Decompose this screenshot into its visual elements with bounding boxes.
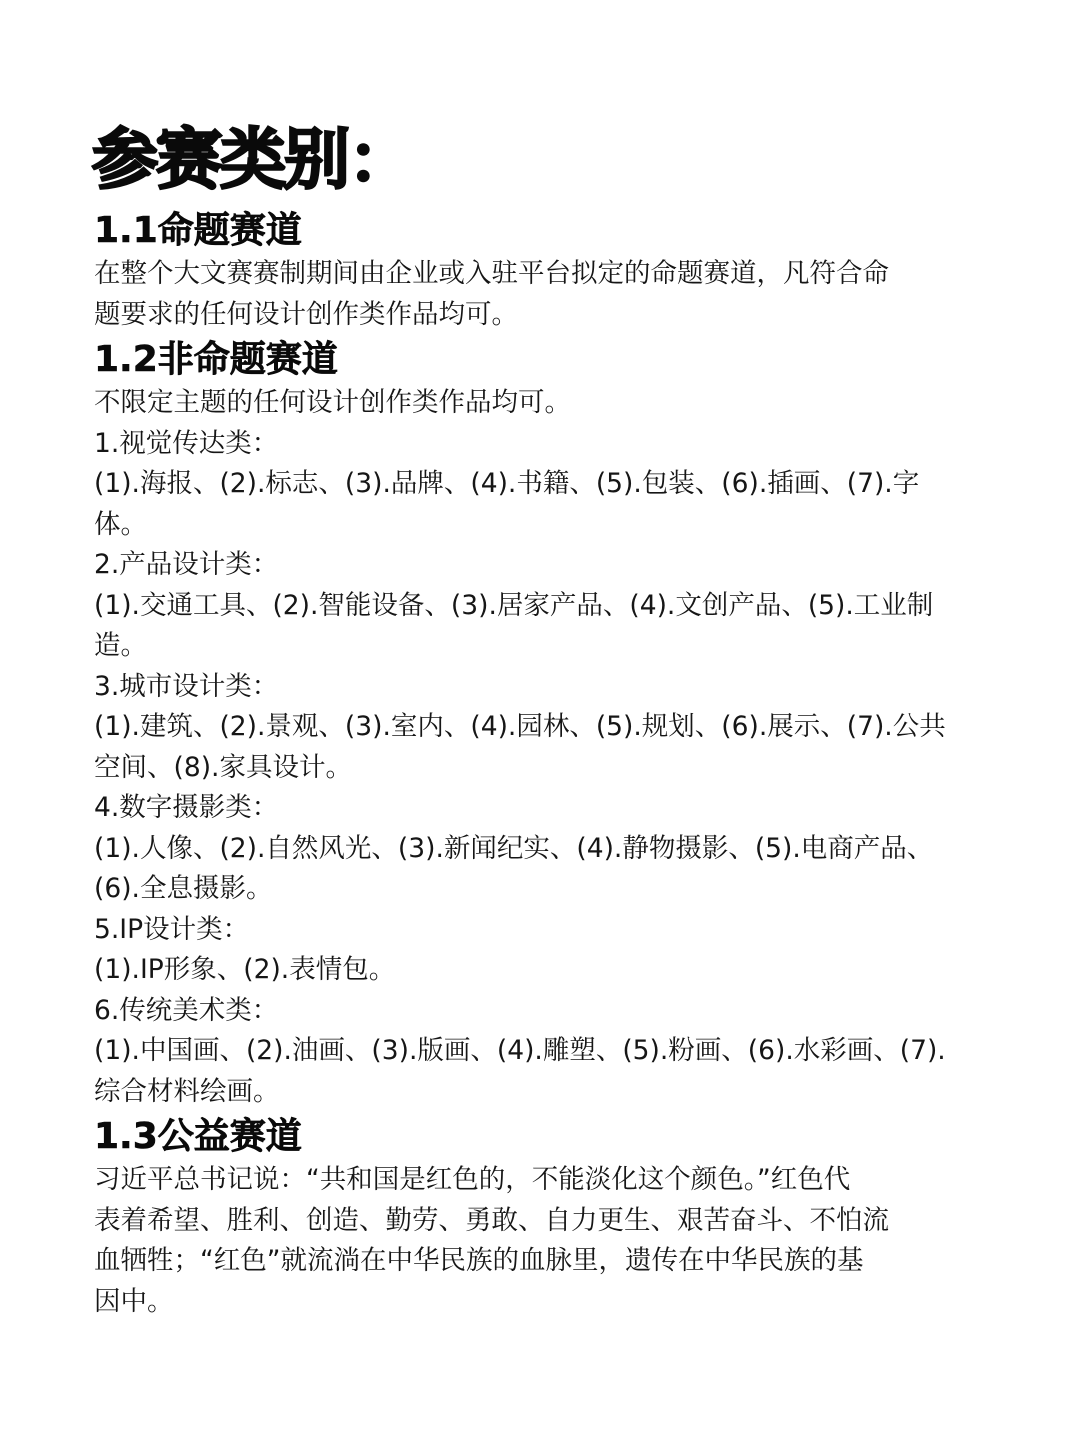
category-items: (1).中国画、(2).油画、(3).版画、(4).雕塑、(5).粉画、(6).水彩画、(7). 综合材料绘画。	[94, 1035, 946, 1107]
section-heading: 1.1命题赛道	[94, 210, 302, 251]
page-title: 参赛类别：	[92, 121, 412, 198]
category-label: 6.传统美术类：	[94, 994, 279, 1026]
document-page	[94, 118, 994, 1322]
category-label: 2.产品设计类：	[94, 549, 279, 580]
category-items: (1).建筑、(2).景观、(3).室内、(4).园林、(5).规划、(6).展示、(7).公共 空间、(8).家具设计。	[94, 711, 946, 783]
section-intro: 不限定主题的任何设计创作类作品均可。	[94, 387, 571, 418]
category-label: 5.IP设计类：	[94, 913, 250, 945]
category-items: (1).交通工具、(2).智能设备、(3).居家产品、(4).文创产品、(5).工业制 造。	[94, 589, 934, 661]
section-heading: 1.3公益赛道	[94, 1116, 302, 1157]
section-body: 在整个大文赛赛制期间由企业或入驻平台拟定的命题赛道，凡符合命 题要求的任何设计创作类作品均可。	[94, 258, 889, 330]
category-label: 3.城市设计类：	[94, 670, 279, 702]
category-items: (1).海报、(2).标志、(3).品牌、(4).书籍、(5).包装、(6).插画、(7).字 体。	[94, 468, 920, 540]
category-items: (1).IP形象、(2).表情包。	[94, 954, 396, 985]
section-non-propositional-track	[94, 337, 994, 1112]
section-heading: 1.2非命题赛道	[94, 339, 338, 380]
section-propositional-track	[94, 208, 994, 335]
section-public-welfare-track	[94, 1114, 994, 1322]
category-label: 4.数字摄影类：	[94, 792, 279, 823]
category-label: 1.视觉传达类：	[94, 427, 279, 459]
section-body: 习近平总书记说：“共和国是红色的，不能淡化这个颜色。”红色代 表着希望、胜利、创造、勤劳、勇敢、自力更生、艰苦奋斗、不怕流 血牺牲；“红色”就流淌在中华民族的血脉里，遗传在中华民族的基 因中。	[94, 1164, 889, 1317]
category-items: (1).人像、(2).自然风光、(3).新闻纪实、(4).静物摄影、(5).电商产品、 (6).全息摄影。	[94, 832, 934, 904]
